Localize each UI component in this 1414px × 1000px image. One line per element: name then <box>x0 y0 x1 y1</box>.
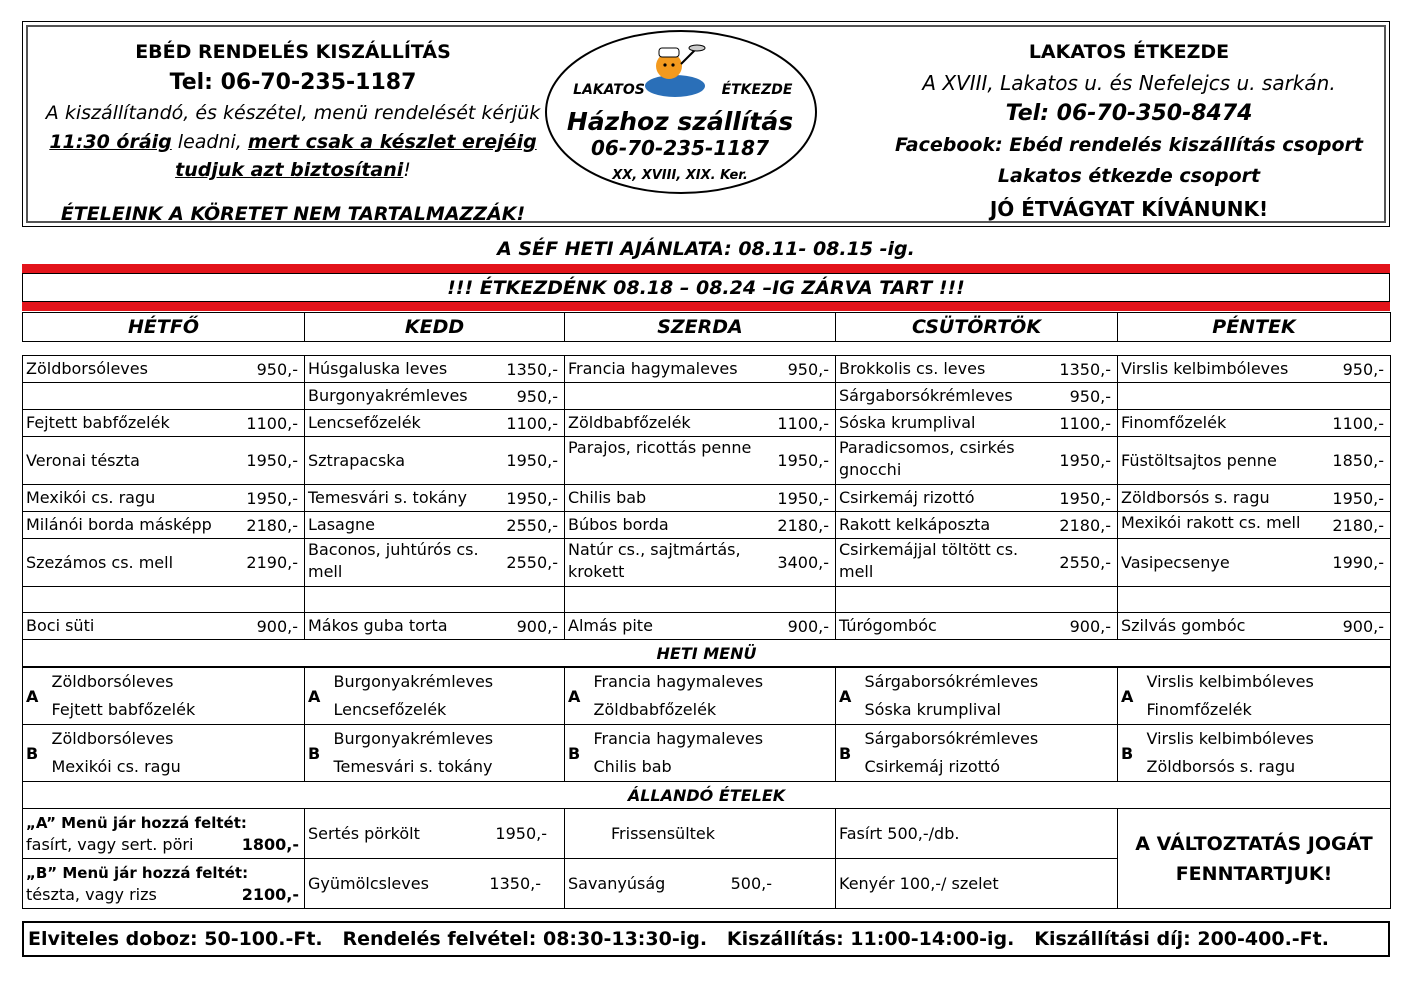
dish-price-wednesday: 1950,- <box>771 437 836 485</box>
dish-name-friday: Virslis kelbimbóleves <box>1118 356 1324 383</box>
header-left-phone: Tel: 06-70-235-1187 <box>169 70 417 95</box>
item-price: 1950,- <box>495 824 547 843</box>
menu-a-topping <box>23 809 305 859</box>
permanent-item-pickles <box>565 859 836 909</box>
dish-name-friday: Finomfőzelék <box>1118 410 1324 437</box>
menu-row <box>23 410 1391 437</box>
dish-name-tuesday: Baconos, juhtúrós cs. mell <box>305 539 500 587</box>
dish-name-thursday: Brokkolis cs. leves <box>836 356 1051 383</box>
dish-name-friday: Vasipecsenye <box>1118 539 1324 587</box>
dish-price-thursday: 950,- <box>1051 383 1118 410</box>
combo-soup: Sárgaborsókrémleves <box>864 729 1039 748</box>
dish-price-thursday: 1100,- <box>1051 410 1118 437</box>
menu-row <box>23 539 1391 587</box>
dish-name-monday: Szezámos cs. mell <box>23 539 238 587</box>
dish-name-monday <box>23 383 238 410</box>
combo-dishes <box>591 725 836 782</box>
dish-name-monday <box>23 587 238 613</box>
item-price: 500,- <box>730 874 772 893</box>
menu-row <box>23 383 1391 410</box>
dish-price-friday <box>1324 383 1391 410</box>
item-price: 1350,- <box>489 874 541 893</box>
dish-name-tuesday: Húsgaluska leves <box>305 356 500 383</box>
dish-name-tuesday: Lasagne <box>305 512 500 539</box>
change-rights-line1: A VÁLTOZTATÁS JOGÁT <box>1135 832 1373 855</box>
dish-name-thursday: Csirkemájjal töltött cs. mell <box>836 539 1051 587</box>
dish-price-thursday: 900,- <box>1051 613 1118 640</box>
dish-name-wednesday <box>565 383 771 410</box>
menu-row <box>23 485 1391 512</box>
dish-price-tuesday: 1950,- <box>500 437 565 485</box>
dish-name-monday: Mexikói cs. ragu <box>23 485 238 512</box>
header-left-line2 <box>28 127 558 158</box>
footer-delivery-time: Kiszállítás: 11:00-14:00-ig. <box>726 928 1015 950</box>
dish-price-wednesday: 900,- <box>771 613 836 640</box>
stock-notice-2: tudjuk azt biztosítani <box>175 159 404 181</box>
dish-price-monday: 2180,- <box>238 512 305 539</box>
dish-name-wednesday: Almás pite <box>565 613 771 640</box>
menu-row <box>23 613 1391 640</box>
dish-price-tuesday <box>500 587 565 613</box>
change-rights-line2: FENNTARTJUK! <box>1175 862 1333 885</box>
menu-a-topping-price: 1800,- <box>241 834 299 854</box>
dish-name-tuesday: Temesvári s. tokány <box>305 485 500 512</box>
combo-soup: Virslis kelbimbóleves <box>1146 729 1314 748</box>
dish-price-thursday: 1950,- <box>1051 485 1118 512</box>
combo-dishes <box>49 668 305 725</box>
dish-name-wednesday: Búbos borda <box>565 512 771 539</box>
logo-main-text: Házhoz szállítás <box>566 107 794 136</box>
dish-name-tuesday: Mákos guba torta <box>305 613 500 640</box>
dish-price-thursday <box>1051 587 1118 613</box>
combo-soup: Francia hagymaleves <box>593 729 764 748</box>
footer-bar <box>22 921 1390 957</box>
combo-main: Finomfőzelék <box>1146 700 1252 719</box>
day-thursday: CSÜTÖRTÖK <box>836 313 1118 342</box>
dish-name-friday: Szilvás gombóc <box>1118 613 1324 640</box>
combo-dishes <box>49 725 305 782</box>
combo-label: B <box>1118 725 1144 782</box>
header-right-phone: Tel: 06-70-350-8474 <box>1005 101 1253 126</box>
dish-price-monday: 900,- <box>238 613 305 640</box>
permanent-item-bread: Kenyér 100,-/ szelet <box>836 859 1118 909</box>
combo-dishes <box>1144 725 1391 782</box>
dish-price-tuesday: 1350,- <box>500 356 565 383</box>
dish-name-monday: Zöldborsóleves <box>23 356 238 383</box>
combo-dishes <box>331 725 565 782</box>
menu-b-topping-title: „B” Menü jár hozzá feltét: <box>26 863 249 882</box>
dish-price-wednesday <box>771 587 836 613</box>
header-right-group: Lakatos étkezde csoport <box>997 165 1261 187</box>
closed-notice-box <box>22 273 1390 302</box>
combo-main: Sóska krumplival <box>864 700 1001 719</box>
dish-price-thursday: 2550,- <box>1051 539 1118 587</box>
dish-name-friday <box>1118 587 1324 613</box>
combo-label: A <box>1118 668 1144 725</box>
dish-price-thursday: 1950,- <box>1051 437 1118 485</box>
dish-name-wednesday <box>565 587 771 613</box>
item-label: Sertés pörkölt <box>308 824 420 843</box>
dish-name-thursday: Paradicsomos, csirkés gnocchi <box>836 437 1051 485</box>
combo-label: B <box>305 725 331 782</box>
side-dish-note: ÉTELEINK A KÖRETET NEM TARTALMAZZÁK! <box>60 203 526 225</box>
combo-main: Temesvári s. tokány <box>333 757 493 776</box>
dish-name-monday: Fejtett babfőzelék <box>23 410 238 437</box>
menu-a-topping-desc: fasírt, vagy sert. pöri <box>26 834 194 854</box>
menu-row <box>23 356 1391 383</box>
header-right-title: LAKATOS ÉTKEZDE <box>1028 41 1230 63</box>
menu-b-topping-desc: tészta, vagy rizs <box>26 884 157 904</box>
dish-name-wednesday: Francia hagymaleves <box>565 356 771 383</box>
dish-price-tuesday: 1950,- <box>500 485 565 512</box>
combo-soup: Sárgaborsókrémleves <box>864 672 1039 691</box>
dish-price-tuesday: 2550,- <box>500 539 565 587</box>
menu-b-row <box>23 725 1391 782</box>
combo-dishes <box>862 668 1118 725</box>
header-right-wish: JÓ ÉTVÁGYAT KÍVÁNUNK! <box>989 197 1269 221</box>
red-bar-top <box>22 264 1390 273</box>
dish-price-friday: 1850,- <box>1324 437 1391 485</box>
dish-price-tuesday: 950,- <box>500 383 565 410</box>
combo-soup: Burgonyakrémleves <box>333 729 494 748</box>
combo-main: Fejtett babfőzelék <box>51 700 196 719</box>
permanent-item-pork-stew <box>305 809 565 859</box>
weekly-offer-title: A SÉF HETI AJÁNLATA: 08.11- 08.15 -ig. <box>497 238 915 260</box>
dish-name-friday: Füstöltsajtos penne <box>1118 437 1324 485</box>
combo-label: A <box>23 668 49 725</box>
dish-name-wednesday: Zöldbabfőzelék <box>565 410 771 437</box>
dish-price-tuesday: 1100,- <box>500 410 565 437</box>
dish-name-tuesday <box>305 587 500 613</box>
dish-price-monday: 950,- <box>238 356 305 383</box>
permanent-item-fasirt: Fasírt 500,-/db. <box>836 809 1118 859</box>
permanent-item-fried: Frissensültek <box>565 809 836 859</box>
red-bar-bottom <box>22 302 1390 311</box>
dish-name-friday: Zöldborsós s. ragu <box>1118 485 1324 512</box>
header-left-line1: A kiszállítandó, és készétel, menü rendelését kérjük <box>45 102 541 124</box>
combo-main: Mexikói cs. ragu <box>51 757 181 776</box>
dish-price-monday <box>238 383 305 410</box>
dish-name-thursday: Sóska krumplival <box>836 410 1051 437</box>
dish-price-monday: 1100,- <box>238 410 305 437</box>
combo-label: B <box>565 725 591 782</box>
logo-districts: XX, XVIII, XIX. Ker. <box>612 168 748 183</box>
days-header <box>22 312 1391 342</box>
day-monday: HÉTFŐ <box>23 313 305 342</box>
dish-price-monday: 1950,- <box>238 437 305 485</box>
dish-price-friday: 1950,- <box>1324 485 1391 512</box>
logo-left-word: LAKATOS <box>573 82 645 98</box>
dish-price-thursday: 2180,- <box>1051 512 1118 539</box>
menu-b-topping-price: 2100,- <box>241 884 299 904</box>
dish-name-friday <box>1118 383 1324 410</box>
dish-price-thursday: 1350,- <box>1051 356 1118 383</box>
logo-phone: 06-70-235-1187 <box>591 136 769 160</box>
dish-price-friday: 900,- <box>1324 613 1391 640</box>
dish-name-thursday <box>836 587 1051 613</box>
dish-name-thursday: Sárgaborsókrémleves <box>836 383 1051 410</box>
dish-name-monday: Boci süti <box>23 613 238 640</box>
combo-main: Csirkemáj rizottó <box>864 757 1001 776</box>
dish-price-wednesday: 1950,- <box>771 485 836 512</box>
change-rights-notice <box>1118 809 1391 909</box>
dish-name-tuesday: Lencsefőzelék <box>305 410 500 437</box>
combo-soup: Burgonyakrémleves <box>333 672 494 691</box>
item-label: Savanyúság <box>568 874 666 893</box>
permanent-dishes-table <box>22 808 1391 909</box>
allando-title: ÁLLANDÓ ÉTELEK <box>23 782 1391 809</box>
logo-right-word: ÉTKEZDE <box>721 82 793 98</box>
heti-menu-title: HETI MENÜ <box>23 640 1391 667</box>
footer-order-time: Rendelés felvétel: 08:30-13:30-ig. <box>342 928 708 950</box>
day-wednesday: SZERDA <box>565 313 836 342</box>
menu-table <box>22 355 1391 667</box>
stock-notice-1: mert csak a készlet erejéig <box>247 131 537 153</box>
dish-price-monday <box>238 587 305 613</box>
dish-name-monday: Milánói borda másképp <box>23 512 238 539</box>
combo-label: A <box>565 668 591 725</box>
dish-name-wednesday: Natúr cs., sajtmártás, krokett <box>565 539 771 587</box>
dish-name-thursday: Csirkemáj rizottó <box>836 485 1051 512</box>
menu-a-topping-title: „A” Menü jár hozzá feltét: <box>26 813 247 832</box>
combo-main: Zöldborsós s. ragu <box>1146 757 1296 776</box>
dish-name-wednesday: Chilis bab <box>565 485 771 512</box>
dish-name-thursday: Rakott kelkáposzta <box>836 512 1051 539</box>
footer-box-price: Elviteles doboz: 50-100.-Ft. <box>28 928 323 950</box>
dish-price-friday: 950,- <box>1324 356 1391 383</box>
dish-name-tuesday: Burgonyakrémleves <box>305 383 500 410</box>
dish-price-wednesday: 2180,- <box>771 512 836 539</box>
combo-label: B <box>23 725 49 782</box>
dish-name-tuesday: Sztrapacska <box>305 437 500 485</box>
dish-price-monday: 1950,- <box>238 485 305 512</box>
order-deadline: 11:30 óráig <box>49 131 172 153</box>
dish-name-wednesday: Parajos, ricottás penne <box>565 437 771 485</box>
dish-price-friday: 2180,- <box>1324 512 1391 539</box>
menu-row <box>23 512 1391 539</box>
footer-delivery-fee: Kiszállítási díj: 200-400.-Ft. <box>1034 928 1329 950</box>
menu-row <box>23 437 1391 485</box>
dish-price-wednesday <box>771 383 836 410</box>
day-friday: PÉNTEK <box>1118 313 1391 342</box>
dish-name-thursday: Túrógombóc <box>836 613 1051 640</box>
weekly-combo-table <box>22 667 1391 809</box>
combo-main: Lencsefőzelék <box>333 700 447 719</box>
combo-dishes <box>862 725 1118 782</box>
dish-price-wednesday: 3400,- <box>771 539 836 587</box>
combo-soup: Zöldborsóleves <box>51 672 174 691</box>
day-tuesday: KEDD <box>305 313 565 342</box>
dish-price-friday: 1990,- <box>1324 539 1391 587</box>
menu-a-row <box>23 668 1391 725</box>
combo-label: A <box>305 668 331 725</box>
combo-label: A <box>836 668 862 725</box>
menu-row <box>23 587 1391 613</box>
item-label: Gyümölcsleves <box>308 874 429 893</box>
dish-name-friday: Mexikói rakott cs. mell <box>1118 512 1324 539</box>
dish-name-monday: Veronai tészta <box>23 437 238 485</box>
dish-price-wednesday: 950,- <box>771 356 836 383</box>
header-left-line3 <box>28 155 558 186</box>
menu-b-topping <box>23 859 305 909</box>
combo-main: Chilis bab <box>593 757 672 776</box>
dish-price-wednesday: 1100,- <box>771 410 836 437</box>
header-right-address: A XVIII, Lakatos u. és Nefelejcs u. sarkán. <box>922 71 1336 95</box>
combo-dishes <box>591 668 836 725</box>
combo-soup: Zöldborsóleves <box>51 729 174 748</box>
dish-price-monday: 2190,- <box>238 539 305 587</box>
dish-price-tuesday: 2550,- <box>500 512 565 539</box>
permanent-item-fruit-soup <box>305 859 565 909</box>
dish-price-friday: 1100,- <box>1324 410 1391 437</box>
combo-dishes <box>331 668 565 725</box>
exclamation: ! <box>403 159 411 181</box>
dish-price-tuesday: 900,- <box>500 613 565 640</box>
combo-dishes <box>1144 668 1391 725</box>
combo-main: Zöldbabfőzelék <box>593 700 717 719</box>
header-left-title: EBÉD RENDELÉS KISZÁLLÍTÁS <box>135 41 451 63</box>
combo-soup: Francia hagymaleves <box>593 672 764 691</box>
dish-price-friday <box>1324 587 1391 613</box>
leadni-text: leadni, <box>171 131 248 153</box>
closed-notice: !!! ÉTKEZDÉNK 08.18 – 08.24 –IG ZÁRVA TART !!! <box>447 277 965 299</box>
combo-soup: Virslis kelbimbóleves <box>1146 672 1314 691</box>
header-right-facebook: Facebook: Ebéd rendelés kiszállítás csoport <box>894 134 1364 156</box>
restaurant-logo <box>543 28 819 196</box>
combo-label: B <box>836 725 862 782</box>
